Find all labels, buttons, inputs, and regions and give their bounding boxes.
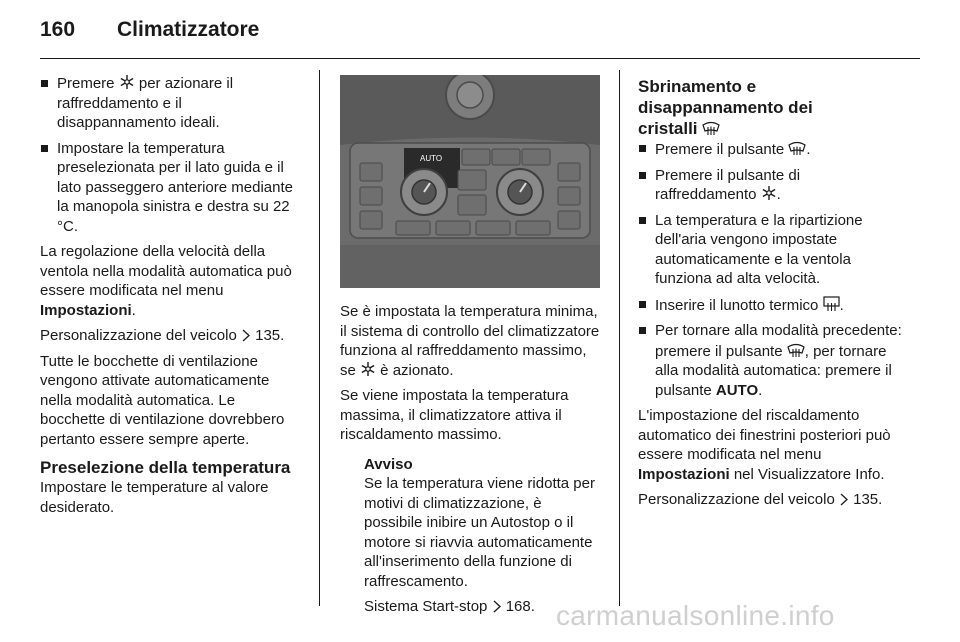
paragraph: Impostare le temperature al valore desiderato. [40, 479, 269, 516]
paragraph: Tutte le bocchette di ventilazione vengono attivate automaticamente nella modalità automatica. Le bocchette di ventilazione dovrebbero pertanto essere sempre aperte. [40, 352, 285, 448]
list-item: Inserire il lunotto termico . [638, 295, 903, 316]
climate-control-panel-image [340, 75, 600, 288]
cross-reference[interactable]: Personalizzazione del veicolo 135. [638, 491, 883, 508]
rear-window-heat-icon [823, 295, 840, 312]
watermark: carmanualsonline.info [556, 600, 835, 631]
note-box [340, 455, 602, 617]
list-item: Impostare la temperatura preselezionata per il lato guida e il lato passeggero anteriore mediante la manopola sinistra e destra su 22 °C. [40, 139, 302, 237]
paragraph: L'impostazione del riscaldamento automatico dei finestrini posteriori può essere modificata nel menu Impostazioni nel Visualizzatore Info. [638, 407, 891, 483]
windscreen-defrost-icon [788, 139, 806, 156]
ref-arrow-icon [492, 600, 502, 613]
page-number: 160 [40, 18, 76, 41]
paragraph: Se viene impostata la temperatura massima, il climatizzatore attiva il riscaldamento massimo. [340, 387, 569, 443]
section-heading: Preselezione della temperatura [40, 458, 291, 477]
column-divider-left [319, 70, 320, 606]
list-item: Premere il pulsante di raffreddamento . [638, 166, 903, 205]
paragraph: Se è impostata la temperatura minima, il sistema di controllo del climatizzatore funziona al raffreddamento massimo, se è azionato. [340, 303, 600, 379]
header-rule [40, 58, 920, 59]
note-title: Avviso [364, 455, 413, 473]
column-divider-right [619, 70, 620, 606]
section-heading: Sbrinamento e disappannamento dei cristalli [638, 77, 813, 138]
list-item: Premere per azionare il raffreddamento e il disappannamento ideali. [40, 74, 302, 133]
snowflake-icon [761, 185, 777, 201]
windscreen-defrost-icon [787, 341, 805, 358]
chapter-title: Climatizzatore [117, 18, 260, 41]
column-3 [638, 76, 903, 516]
page-header [40, 14, 920, 50]
ref-arrow-icon [241, 329, 251, 342]
note-body: Se la temperatura viene ridotta per motivi di climatizzazione, è possibile inibire un Autostop o il motore si riavvia automaticamente all'inserimento della funzione di raffrescamento. [364, 475, 595, 590]
cross-reference[interactable]: Sistema Start-stop 168. [364, 598, 535, 615]
list-item: La temperatura e la ripartizione dell'aria vengono impostate automaticamente e la ventola funziona ad alta velocità. [638, 211, 903, 289]
auto-label: AUTO [420, 154, 443, 163]
list-item: Premere il pulsante . [638, 139, 903, 160]
paragraph: La regolazione della velocità della ventola nella modalità automatica può essere modificata nel menu Impostazioni. [40, 243, 292, 319]
column-2 [340, 302, 602, 623]
column-1 [40, 74, 302, 523]
ref-arrow-icon [839, 493, 849, 506]
list-item: Per tornare alla modalità precedente: premere il pulsante , per tornare alla modalità automatica: premere il pulsante AUTO. [638, 321, 903, 400]
windscreen-defrost-icon [702, 119, 720, 136]
snowflake-icon [360, 361, 376, 377]
snowflake-icon [119, 74, 135, 90]
cross-reference[interactable]: Personalizzazione del veicolo 135. [40, 327, 285, 344]
